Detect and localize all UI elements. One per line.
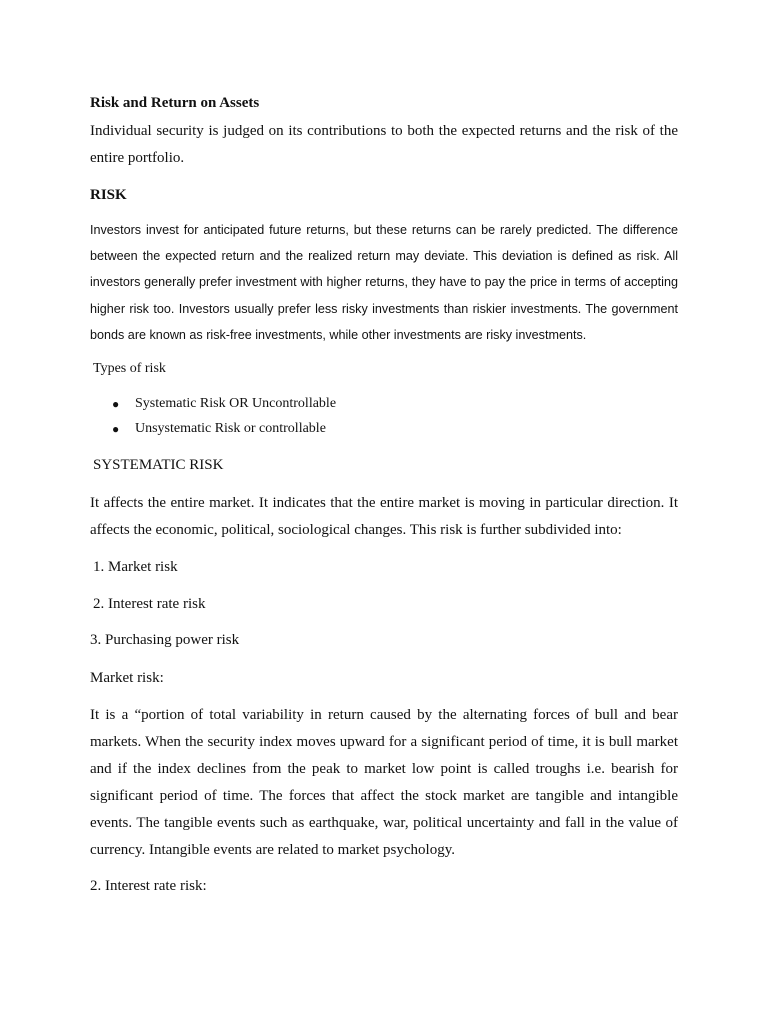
- subdivision-item: 3. Purchasing power risk: [90, 632, 240, 648]
- intro-paragraph: Individual security is judged on its contributions to both the expected returns and the risk of the entire portfolio.: [90, 123, 678, 166]
- list-item: [112, 394, 336, 419]
- interest-rate-risk-heading: 2. Interest rate risk:: [90, 878, 207, 894]
- list-item-text: Unsystematic Risk or controllable: [135, 421, 326, 436]
- types-of-risk-list: [112, 394, 336, 444]
- bullet-icon: ●: [112, 397, 120, 411]
- risk-paragraph: Investors invest for anticipated future returns, but these returns can be rarely predicted. The difference between the expected return and the realized return may deviate. This deviation is defined as risk. All investors generally prefer investment with higher returns, they have to pay the price in terms of accepting higher risk too. Investors usually prefer less risky investments than riskier investments. The government bonds are known as risk-free investments, while other investments are risky investments.: [90, 223, 678, 342]
- subdivision-item: 1. Market risk: [93, 559, 178, 575]
- types-of-risk-heading: Types of risk: [93, 361, 166, 376]
- market-risk-heading: Market risk:: [90, 670, 164, 686]
- subdivision-item: 2. Interest rate risk: [93, 596, 206, 612]
- list-item: [112, 419, 336, 444]
- systematic-risk-heading: SYSTEMATIC RISK: [93, 457, 224, 473]
- market-risk-paragraph: It is a “portion of total variability in return caused by the alternating forces of bull and bear markets. When the security index moves upward for a significant period of time, it is bull market and if the index declines from the peak to market low point is called troughs i.e. bearish for significant period of time. The forces that affect the stock market are tangible and intangible events. The tangible events such as earthquake, war, political uncertainty and fall in the value of currency. Intangible events are related to market psychology.: [90, 707, 678, 858]
- systematic-risk-paragraph: It affects the entire market. It indicates that the entire market is moving in particular direction. It affects the economic, political, sociological changes. This risk is further subdivided into:: [90, 495, 678, 538]
- list-item-text: Systematic Risk OR Uncontrollable: [135, 396, 337, 411]
- document-title: Risk and Return on Assets: [90, 95, 260, 111]
- risk-heading: RISK: [90, 187, 127, 203]
- bullet-icon: ●: [112, 422, 120, 436]
